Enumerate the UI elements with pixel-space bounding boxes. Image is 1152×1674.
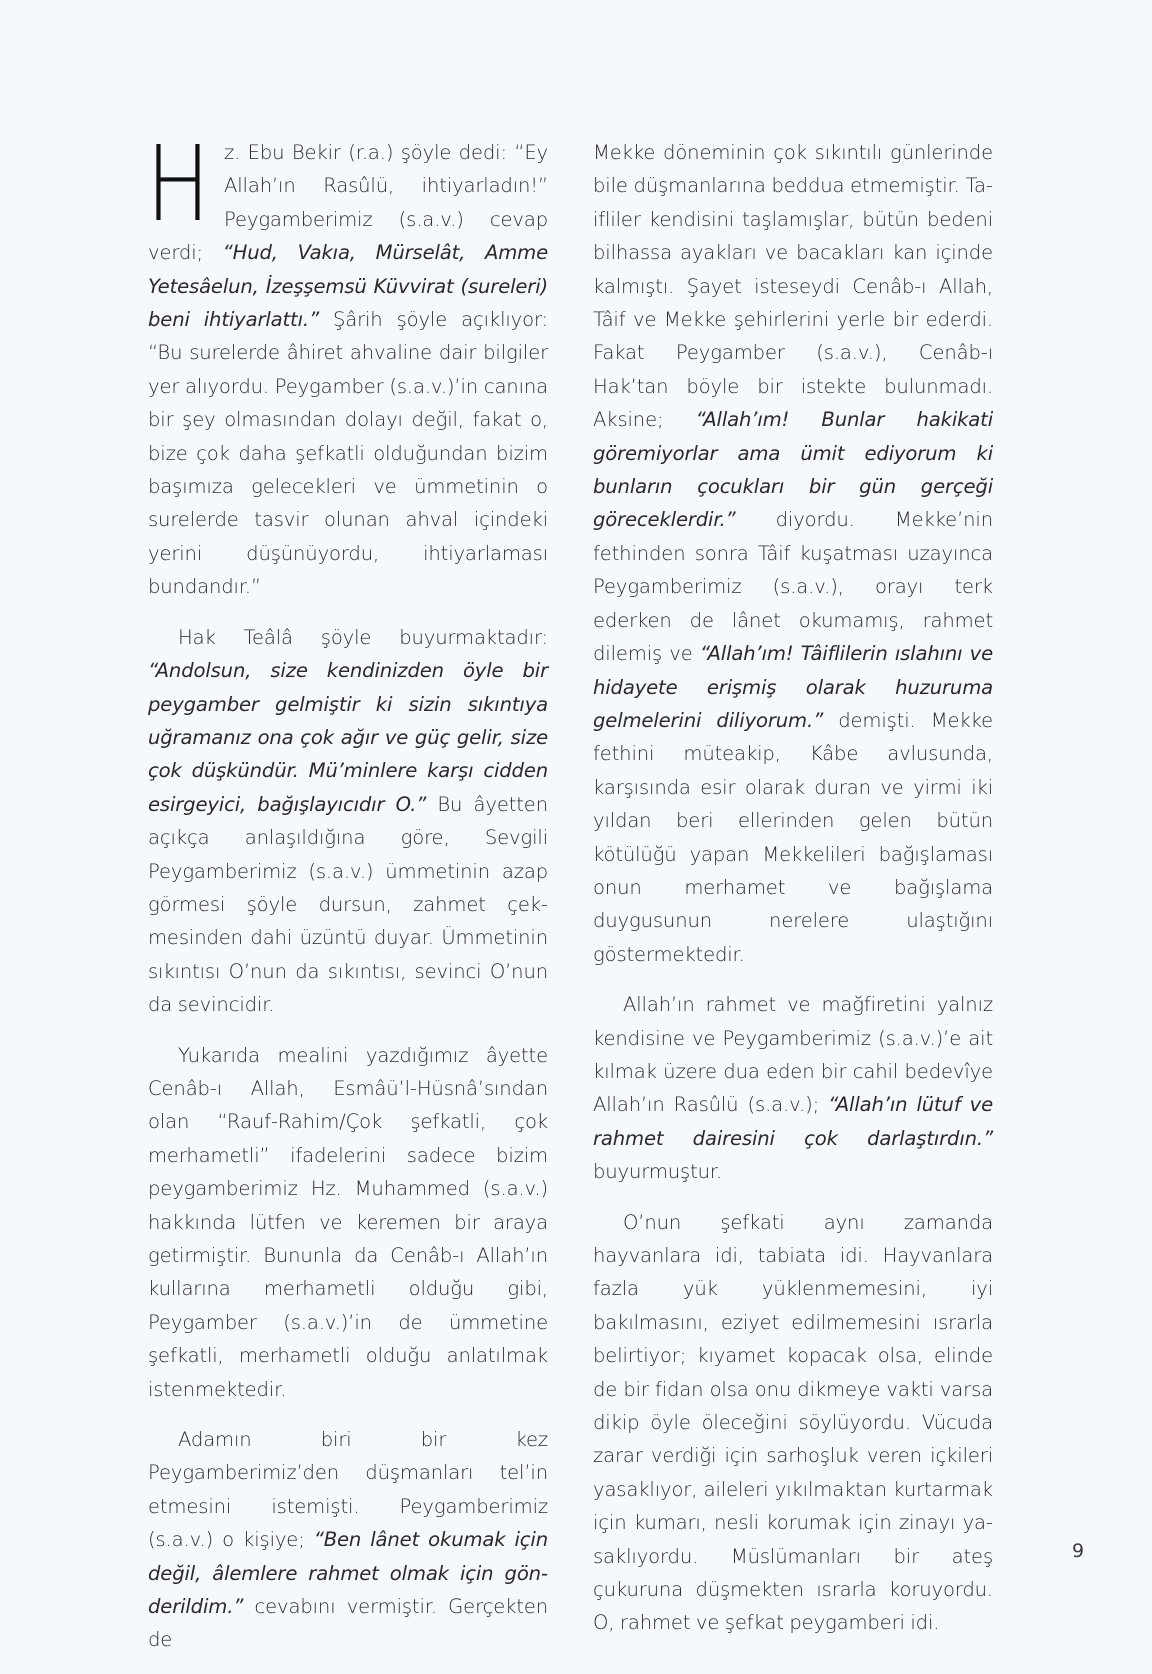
right-column bbox=[593, 136, 993, 1657]
left-column bbox=[146, 123, 549, 1674]
paragraph-text: diyordu. Mekke’nin fethinden sonra Tâif kuşatması uzayınca Peygamberimiz (s.a.v.), orayı terk ederken de lânet okumamış, rahmet dilemiş ve bbox=[593, 508, 993, 666]
quote-italic: “Allah’ım! Tâiflilerin ıslahını ve hidayete erişmiş olarak huzuruma gelmelerini diliyorum.” bbox=[593, 642, 994, 732]
paragraph bbox=[593, 1206, 993, 1640]
paragraph-text: Adamın biri bir kez Peygamberimiz’den düşmanları tel’in etmesini istemişti. Peygamberimiz (s.a.v.) o kişiye; bbox=[148, 1428, 548, 1552]
paragraph-text: Allah’ın rahmet ve mağfiretini yalnız kendisine ve Peygamberimiz (s.a.v.)’e ait kılmak üzere dua eden bir cahil bedevîye Allah’ın Rasûlü (s.a.v.); bbox=[593, 993, 993, 1117]
paragraph-text: Şârih şöyle açıklıyor: “Bu surelerde âhiret ahvaline dair bilgiler yer alıyordu. Peygamber (s.a.v.)’in canına bir şey olmasından dolayı değil, fakat o, bize çok daha şefkatli olduğundan bizim başımıza gelecekleri ve ümmetinin o surelerde tasvir olunan ahval içindeki yerini düşünüyordu, ihtiyarlaması bundandır.” bbox=[148, 308, 548, 599]
quote-italic: “Allah’ın lütuf ve rahmet dairesini çok darlaştırdın.” bbox=[593, 1093, 993, 1150]
quote-italic: “Allah’ım! Bunlar hakikati göremiyorlar ama ümit ediyorum ki bunların çocukları bir gün gerçeği göreceklerdir.” bbox=[593, 408, 993, 532]
paragraph bbox=[148, 1039, 548, 1406]
quote-italic: “Andolsun, size kendinizden öyle bir peygamber gelmiştir ki sizin sıkıntıya uğramanız ona çok ağır ve güç gelir, size çok düşkündür. Mü’minlere karşı cidden esirgeyici, bağışlayıcıdır O.” bbox=[148, 659, 548, 816]
paragraph-text: Bu âyetten açıkça anlaşıldığına göre, Sevgili Peygamberimiz (s.a.v.) ümmetinin azap görmesi şöyle dursun, zahmet çekmesinden dahi üzüntü duyar. Ümmetinin sıkıntısı O’nun da sıkıntısı, sevinci O’nun da sevincidir. bbox=[148, 792, 548, 1017]
drop-cap: H bbox=[146, 123, 211, 245]
paragraph-text: cevabını vermiştir. Gerçekten de bbox=[148, 1595, 548, 1652]
quote-italic: “Ben lânet okumak için değil, âlemlere rahmet olmak için gönderildim.” bbox=[148, 1528, 548, 1619]
quote-italic: “Hud, Vakıa, Mürselât, Amme Yetesâelun, İzeşşemsü Küvvirat (sureleri) beni ihtiyarlattı.” bbox=[148, 241, 549, 332]
page-number: 9 bbox=[1072, 1540, 1085, 1562]
paragraph-text: O’nun şefkati aynı zamanda hayvanlara idi, tabiata idi. Hayvanlara fazla yük yüklenmemesini, iyi bakılmasını, eziyet edilmemesini ısrarla belirtiyor; kıyamet kopacak olsa, elinde de bir fidan olsa onu dikmeye vakti varsa dikip öyle öleceğini söylüyordu. Vücuda zarar verdiği için sarhoşluk veren içkileri yasaklıyor, aileleri yıkılmaktan kurtarmak için kumarı, nesli korumak için zinayı yasaklıyordu. Müslümanları bir ateş çukuruna düşmekten ısrarla koruyordu. O, rahmet ve şefkat peygamberi idi. bbox=[593, 1210, 993, 1635]
paragraph bbox=[593, 136, 993, 971]
paragraph bbox=[148, 621, 548, 1022]
paragraph-text: demişti. Mekke fethini müteakip, Kâbe avlusunda, karşısında esir olarak duran ve yirmi iki yıldan beri ellerinden gelen bütün kötülüğü yapan Mekkelileri bağışlaması onun merhamet ve bağışlama duygusunun nerelere ulaştığını göstermektedir. bbox=[593, 708, 993, 966]
paragraph-text: z. Ebu Bekir (r.a.) şöyle dedi: “Ey Allah’ın Rasûlü, ihtiyarladın!” Peygamberimiz (s.a.v.) cevap verdi; bbox=[148, 141, 548, 265]
paragraph-text: Yukarıda mealini yazdığımız âyette Cenâb-ı Allah, Esmâü’l-Hüsnâ’sından olan “Rauf-Rahim/Çok şefkatli, çok merhametli” ifadelerini sadece bizim peygamberimiz Hz. Muhammed (s.a.v.) hakkında lütfen ve keremen bir araya getirmiştir. Bununla da Cenâb-ı Allah’ın kullarına merhametli olduğu gibi, Peygamber (s.a.v.)’in de ümmetine şefkatli, merhametli olduğu anlatılmak istenmektedir. bbox=[148, 1043, 548, 1401]
paragraph bbox=[146, 123, 549, 604]
paragraph-text: Mekke döneminin çok sıkıntılı günlerinde bile düşmanlarına beddua etmemiştir. Taifliler kendisini taşlamışlar, bütün bedeni bilhassa ayakları ve bacakları kan içinde kalmıştı. Şayet isteseydi Cenâb-ı Allah, Tâif ve Mekke şehirlerini yerle bir ederdi. Fakat Peygamber (s.a.v.), Cenâb-ı Hak’tan böyle bir istekte bulunmadı. Aksine; bbox=[593, 141, 993, 432]
paragraph bbox=[148, 1423, 548, 1657]
paragraph-text: Hak Teâlâ şöyle buyurmaktadır: bbox=[178, 625, 548, 649]
paragraph-text: buyurmuştur. bbox=[593, 1160, 723, 1184]
paragraph bbox=[593, 988, 993, 1188]
